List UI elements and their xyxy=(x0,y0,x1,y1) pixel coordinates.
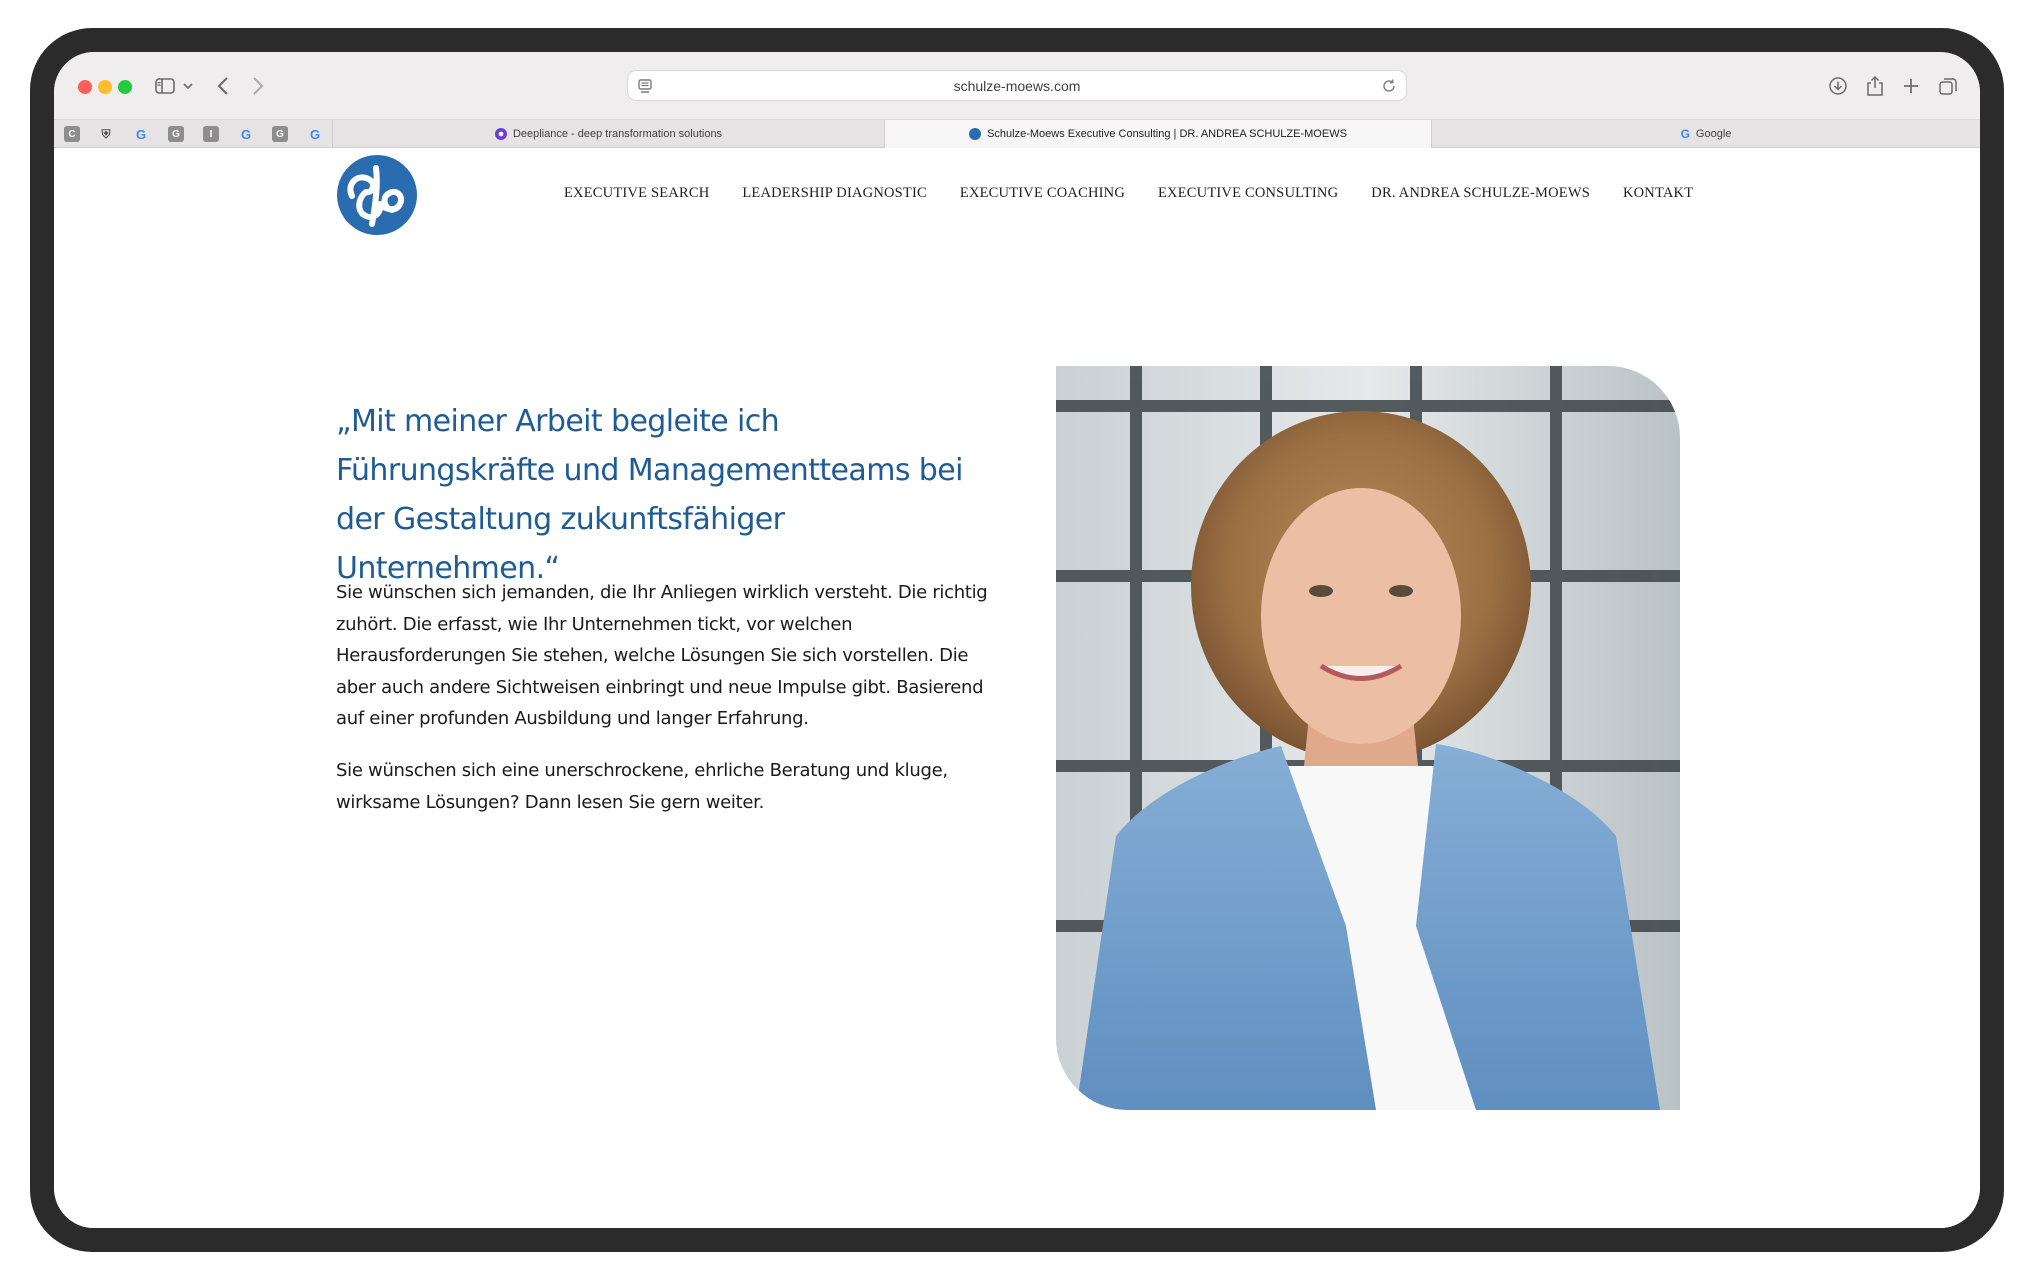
close-window-button[interactable] xyxy=(78,80,92,94)
download-icon[interactable] xyxy=(1824,72,1852,100)
address-bar[interactable] xyxy=(627,70,1407,101)
share-icon[interactable] xyxy=(1861,72,1889,100)
web-page xyxy=(54,149,1980,1228)
tab-overview-icon[interactable] xyxy=(1934,72,1962,100)
minimize-window-button[interactable] xyxy=(98,80,112,94)
url-text[interactable]: schulze-moews.com xyxy=(953,77,1081,94)
tab-deepliance[interactable] xyxy=(332,120,884,148)
tab-title: Deepliance - deep transformation solutions xyxy=(512,128,723,140)
pinned-tab-1[interactable]: C xyxy=(64,126,80,142)
pinned-tab-5[interactable]: I xyxy=(203,126,219,142)
nav-executive-coaching[interactable]: EXECUTIVE COACHING xyxy=(959,185,1125,201)
pinned-tab-6[interactable]: G xyxy=(240,126,252,142)
chevron-down-icon[interactable] xyxy=(180,72,196,100)
browser-window xyxy=(54,52,1980,1228)
pinned-tab-2-shield-icon[interactable]: ⛨ xyxy=(101,126,111,141)
back-icon[interactable] xyxy=(209,72,237,100)
new-tab-icon[interactable] xyxy=(1897,72,1925,100)
tab-title: Schulze-Moews Executive Consulting | DR. ANDREA SCHULZE-MOEWS xyxy=(987,128,1347,140)
tab-schulze-moews[interactable] xyxy=(884,120,1432,148)
nav-kontakt[interactable]: KONTAKT xyxy=(1622,185,1694,201)
nav-executive-consulting[interactable]: EXECUTIVE CONSULTING xyxy=(1158,185,1339,201)
tab-bar xyxy=(54,120,1980,148)
device-frame xyxy=(30,28,2004,1252)
deepliance-favicon-icon xyxy=(495,128,507,140)
site-logo[interactable] xyxy=(336,154,418,236)
browser-toolbar xyxy=(54,52,1980,120)
pinned-tab-7[interactable]: G xyxy=(272,126,288,142)
tab-title: Google xyxy=(1695,128,1732,140)
forward-icon[interactable] xyxy=(244,72,272,100)
nav-executive-search[interactable]: EXECUTIVE SEARCH xyxy=(564,185,710,201)
zoom-window-button[interactable] xyxy=(118,80,132,94)
intro-paragraph-1: Sie wünschen sich jemanden, die Ihr Anliegen wirklich versteht. Die richtig zuhört. Die erfasst, wie Ihr Unternehmen tickt, vor welchen Herausforderungen Sie stehen, welche Lösungen Sie sich vorstellen. Die aber auch andere Sichtweisen einbringt und neue Impulse gibt. Basierend auf einer profunden Ausbildung und langer Erfahrung. xyxy=(336,582,988,729)
pinned-tab-4[interactable]: G xyxy=(168,126,184,142)
nav-leadership-diagnostic[interactable]: LEADERSHIP DIAGNOSTIC xyxy=(742,185,927,201)
hero-quote: „Mit meiner Arbeit begleite ich Führungskräfte und Managementteams bei der Gestaltung zukunftsfähiger Unternehmen.“ xyxy=(336,404,963,586)
sidebar-icon[interactable] xyxy=(150,72,180,100)
page-menu-icon[interactable] xyxy=(636,77,654,95)
portrait-photo xyxy=(1056,366,1680,1110)
tab-google[interactable] xyxy=(1432,120,1980,148)
pinned-tab-3[interactable]: G xyxy=(135,126,147,142)
schulze-moews-favicon-icon xyxy=(969,128,981,140)
nav-dr-andrea-schulze-moews[interactable]: DR. ANDREA SCHULZE-MOEWS xyxy=(1371,185,1590,201)
reload-icon[interactable] xyxy=(1380,77,1398,95)
main-navigation xyxy=(564,185,1726,202)
google-favicon-icon: G xyxy=(1680,127,1690,141)
intro-paragraph-2: Sie wünschen sich eine unerschrockene, ehrliche Beratung und kluge, wirksame Lösungen? Dann lesen Sie gern weiter. xyxy=(336,760,948,813)
pinned-tab-8[interactable]: G xyxy=(309,126,321,142)
